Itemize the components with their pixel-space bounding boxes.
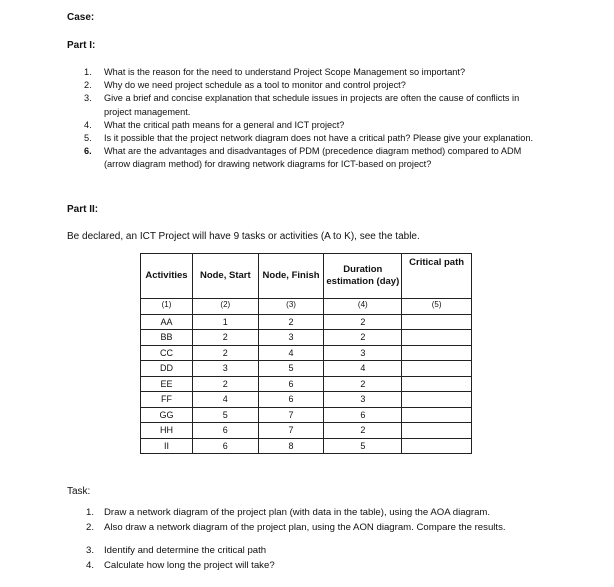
table-cell: 3 bbox=[258, 330, 324, 346]
task-item bbox=[86, 506, 556, 521]
table-cell bbox=[402, 345, 472, 361]
case-heading: Case: bbox=[67, 12, 95, 23]
table-cell: GG bbox=[141, 407, 193, 423]
table-cell: 2 bbox=[324, 314, 402, 330]
table-cell: 4 bbox=[324, 361, 402, 377]
table-cell: 5 bbox=[258, 361, 324, 377]
table-cell: EE bbox=[141, 376, 193, 392]
table-cell: 7 bbox=[258, 423, 324, 439]
table-header-row bbox=[141, 254, 472, 299]
activities-table bbox=[140, 253, 472, 454]
table-cell: (3) bbox=[258, 299, 324, 315]
table-cell: 5 bbox=[192, 407, 258, 423]
question-text: Give a brief and concise explanation that schedule issues in projects are often the cause of conflicts in project management. bbox=[104, 93, 520, 117]
table-cell bbox=[402, 314, 472, 330]
task-list bbox=[86, 506, 556, 573]
table-cell: DD bbox=[141, 361, 193, 377]
table-cell: (5) bbox=[402, 299, 472, 315]
table-cell: 8 bbox=[258, 438, 324, 454]
task-text: Calculate how long the project will take? bbox=[104, 559, 275, 571]
question-item bbox=[84, 92, 544, 118]
table-cell: AA bbox=[141, 314, 193, 330]
table-cell: 3 bbox=[192, 361, 258, 377]
question-text: What are the advantages and disadvantages of PDM (precedence diagram method) compared to ADM (arrow diagram method) for drawing network diagrams for ICT-based on project? bbox=[104, 146, 522, 170]
table-cell: (4) bbox=[324, 299, 402, 315]
table-cell: 4 bbox=[192, 392, 258, 408]
question-text: What the critical path means for a general and ICT project? bbox=[104, 119, 345, 130]
table-cell bbox=[402, 392, 472, 408]
question-list bbox=[84, 66, 544, 172]
task-heading: Task: bbox=[67, 486, 91, 497]
table-cell: 2 bbox=[324, 330, 402, 346]
header-duration: Duration estimation (day) bbox=[324, 254, 402, 299]
table-cell: 6 bbox=[258, 376, 324, 392]
table-row bbox=[141, 392, 472, 408]
table-cell: FF bbox=[141, 392, 193, 408]
table-cell: 6 bbox=[258, 392, 324, 408]
part2-heading: Part II: bbox=[67, 204, 99, 215]
task-item bbox=[86, 521, 556, 536]
question-text: What is the reason for the need to understand Project Scope Management so important? bbox=[104, 67, 466, 77]
task-text: Also draw a network diagram of the project plan, using the AON diagram. Compare the results. bbox=[104, 521, 506, 533]
table-index-row bbox=[141, 299, 472, 315]
table-cell: BB bbox=[141, 330, 193, 346]
question-number: 4. bbox=[84, 119, 92, 130]
part1-heading: Part I: bbox=[67, 40, 96, 51]
task-number: 1. bbox=[86, 507, 95, 518]
intro-text: Be declared, an ICT Project will have 9 tasks or activities (A to K), see the table. bbox=[67, 231, 420, 242]
table-cell: 3 bbox=[324, 392, 402, 408]
question-number: 6. bbox=[84, 146, 92, 157]
table-row bbox=[141, 423, 472, 439]
table-cell: 2 bbox=[258, 314, 324, 330]
table-row bbox=[141, 361, 472, 377]
table-cell: 4 bbox=[258, 345, 324, 361]
task-text: Draw a network diagram of the project plan (with data in the table), using the AOA diagram. bbox=[104, 507, 491, 518]
table-row bbox=[141, 438, 472, 454]
task-text: Identify and determine the critical path bbox=[104, 545, 267, 556]
header-activities: Activities bbox=[141, 254, 193, 299]
question-item bbox=[84, 145, 544, 171]
table-row bbox=[141, 314, 472, 330]
table-cell: 2 bbox=[324, 376, 402, 392]
header-node-start: Node, Start bbox=[192, 254, 258, 299]
table-row bbox=[141, 376, 472, 392]
table-cell: 5 bbox=[324, 438, 402, 454]
question-number: 1. bbox=[84, 67, 92, 77]
table-cell: 2 bbox=[192, 376, 258, 392]
question-text: Is it possible that the project network diagram does not have a critical path? Please give your explanation. bbox=[104, 133, 533, 144]
table-cell: 6 bbox=[192, 423, 258, 439]
table-cell: HH bbox=[141, 423, 193, 439]
table-cell: 2 bbox=[192, 345, 258, 361]
task-number: 4. bbox=[86, 559, 95, 571]
question-item bbox=[84, 132, 544, 145]
table-cell bbox=[402, 361, 472, 377]
table-cell: 6 bbox=[324, 407, 402, 423]
table-cell: 7 bbox=[258, 407, 324, 423]
task-item bbox=[86, 559, 556, 574]
question-text: Why do we need project schedule as a tool to monitor and control project? bbox=[104, 80, 406, 91]
table-cell: 6 bbox=[192, 438, 258, 454]
table-cell bbox=[402, 438, 472, 454]
question-number: 5. bbox=[84, 133, 92, 144]
question-item bbox=[84, 119, 544, 132]
table-row bbox=[141, 330, 472, 346]
table-cell: 3 bbox=[324, 345, 402, 361]
question-item bbox=[84, 66, 544, 79]
table-cell bbox=[402, 376, 472, 392]
table-cell: 2 bbox=[192, 330, 258, 346]
header-critical-path: Critical path bbox=[402, 254, 472, 299]
question-item bbox=[84, 79, 544, 92]
table-cell: CC bbox=[141, 345, 193, 361]
question-number: 2. bbox=[84, 80, 92, 91]
table-cell bbox=[402, 330, 472, 346]
task-number: 2. bbox=[86, 521, 95, 533]
task-number: 3. bbox=[86, 545, 95, 556]
table-row bbox=[141, 345, 472, 361]
question-number: 3. bbox=[84, 93, 92, 104]
table-cell bbox=[402, 407, 472, 423]
table-cell bbox=[402, 423, 472, 439]
table-row bbox=[141, 407, 472, 423]
table-cell: (2) bbox=[192, 299, 258, 315]
header-node-finish: Node, Finish bbox=[258, 254, 324, 299]
table-cell: 1 bbox=[192, 314, 258, 330]
table-cell: 2 bbox=[324, 423, 402, 439]
table-cell: II bbox=[141, 438, 193, 454]
task-item bbox=[86, 544, 556, 559]
table-cell: (1) bbox=[141, 299, 193, 315]
